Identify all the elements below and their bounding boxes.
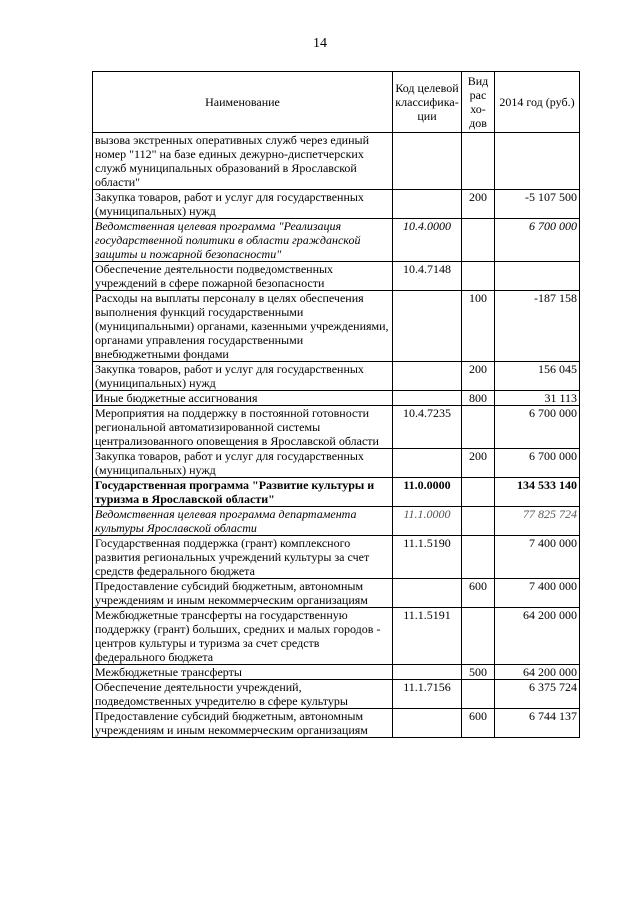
- cell-code: [393, 579, 462, 608]
- cell-vid: [462, 680, 495, 709]
- cell-sum: [495, 262, 580, 291]
- cell-vid: 100: [462, 291, 495, 362]
- table-row: [93, 608, 580, 665]
- cell-name: Обеспечение деятельности подведомственных учреждений в сфере пожарной безопасности: [93, 262, 393, 291]
- table-row: [93, 262, 580, 291]
- cell-sum: 6 375 724: [495, 680, 580, 709]
- cell-vid: [462, 608, 495, 665]
- cell-vid: [462, 262, 495, 291]
- cell-name: Ведомственная целевая программа департамента культуры Ярославской области: [93, 507, 393, 536]
- cell-name: Государственная поддержка (грант) комплексного развития региональных учреждений культуры за счет средств федерального бюджета: [93, 536, 393, 579]
- cell-vid: 600: [462, 579, 495, 608]
- cell-sum: 7 400 000: [495, 579, 580, 608]
- cell-code: 11.1.5191: [393, 608, 462, 665]
- cell-sum: 64 200 000: [495, 608, 580, 665]
- cell-vid: [462, 219, 495, 262]
- cell-code: [393, 190, 462, 219]
- cell-name: Закупка товаров, работ и услуг для государственных (муниципальных) нужд: [93, 362, 393, 391]
- cell-vid: 200: [462, 449, 495, 478]
- cell-code: [393, 291, 462, 362]
- table-row: [93, 406, 580, 449]
- table-row: [93, 536, 580, 579]
- cell-sum: 156 045: [495, 362, 580, 391]
- table-row: [93, 449, 580, 478]
- header-sum: 2014 год (руб.): [495, 72, 580, 133]
- header-code: Код целевой классифика-ции: [393, 72, 462, 133]
- cell-name: Мероприятия на поддержку в постоянной готовности региональной автоматизированной системы централизованного оповещения в Ярославской области: [93, 406, 393, 449]
- table-row: [93, 219, 580, 262]
- cell-sum: -5 107 500: [495, 190, 580, 219]
- cell-code: [393, 362, 462, 391]
- page-number: 14: [313, 36, 327, 51]
- cell-name: Предоставление субсидий бюджетным, автономным учреждениям и иным некоммерческим организациям: [93, 709, 393, 738]
- table-row: [93, 709, 580, 738]
- cell-name: Межбюджетные трансферты: [93, 665, 393, 680]
- cell-name: Закупка товаров, работ и услуг для государственных (муниципальных) нужд: [93, 449, 393, 478]
- cell-vid: [462, 133, 495, 190]
- table-row: [93, 478, 580, 507]
- table-row: [93, 391, 580, 406]
- cell-code: 11.1.5190: [393, 536, 462, 579]
- cell-code: 10.4.7235: [393, 406, 462, 449]
- table-row: [93, 579, 580, 608]
- cell-name: Обеспечение деятельности учреждений, подведомственных учредителю в сфере культуры: [93, 680, 393, 709]
- cell-name: Закупка товаров, работ и услуг для государственных (муниципальных) нужд: [93, 190, 393, 219]
- cell-code: [393, 449, 462, 478]
- cell-name: Расходы на выплаты персоналу в целях обеспечения выполнения функций государственными (муниципальными) органами, казенными учреждениями, органами управления государственными внебюджетными фондами: [93, 291, 393, 362]
- cell-vid: 200: [462, 190, 495, 219]
- budget-table: [92, 71, 580, 738]
- cell-vid: [462, 406, 495, 449]
- table-header: [93, 72, 580, 133]
- cell-code: 11.1.7156: [393, 680, 462, 709]
- table-row: [93, 291, 580, 362]
- cell-code: 10.4.7148: [393, 262, 462, 291]
- cell-code: 10.4.0000: [393, 219, 462, 262]
- cell-sum: 6 744 137: [495, 709, 580, 738]
- header-name: Наименование: [93, 72, 393, 133]
- cell-vid: [462, 507, 495, 536]
- cell-code: [393, 709, 462, 738]
- table-row: [93, 507, 580, 536]
- cell-sum: 134 533 140: [495, 478, 580, 507]
- cell-sum: 64 200 000: [495, 665, 580, 680]
- table-row: [93, 362, 580, 391]
- cell-sum: 6 700 000: [495, 449, 580, 478]
- cell-sum: [495, 133, 580, 190]
- cell-name: Государственная программа "Развитие культуры и туризма в Ярославской области": [93, 478, 393, 507]
- cell-name: Предоставление субсидий бюджетным, автономным учреждениям и иным некоммерческим организациям: [93, 579, 393, 608]
- cell-vid: 500: [462, 665, 495, 680]
- cell-sum: -187 158: [495, 291, 580, 362]
- cell-code: [393, 665, 462, 680]
- cell-code: [393, 391, 462, 406]
- cell-sum: 7 400 000: [495, 536, 580, 579]
- cell-name: Ведомственная целевая программа "Реализация государственной политики в области гражданской защиты и пожарной безопасности": [93, 219, 393, 262]
- cell-vid: [462, 478, 495, 507]
- cell-vid: 800: [462, 391, 495, 406]
- cell-sum: 6 700 000: [495, 219, 580, 262]
- cell-name: Иные бюджетные ассигнования: [93, 391, 393, 406]
- table-row: [93, 133, 580, 190]
- cell-code: 11.1.0000: [393, 507, 462, 536]
- table-row: [93, 190, 580, 219]
- table-row: [93, 680, 580, 709]
- cell-code: [393, 133, 462, 190]
- cell-name: Межбюджетные трансферты на государственную поддержку (грант) больших, средних и малых городов - центров культуры и туризма за счет средств федерального бюджета: [93, 608, 393, 665]
- cell-vid: 600: [462, 709, 495, 738]
- table-row: [93, 665, 580, 680]
- cell-vid: [462, 536, 495, 579]
- cell-sum: 31 113: [495, 391, 580, 406]
- cell-vid: 200: [462, 362, 495, 391]
- cell-name: вызова экстренных оперативных служб через единый номер "112" на базе единых дежурно-диспетчерских служб муниципальных образований в Ярославской области": [93, 133, 393, 190]
- cell-code: 11.0.0000: [393, 478, 462, 507]
- header-vid: Вид рас хо-дов: [462, 72, 495, 133]
- cell-sum: 77 825 724: [495, 507, 580, 536]
- cell-sum: 6 700 000: [495, 406, 580, 449]
